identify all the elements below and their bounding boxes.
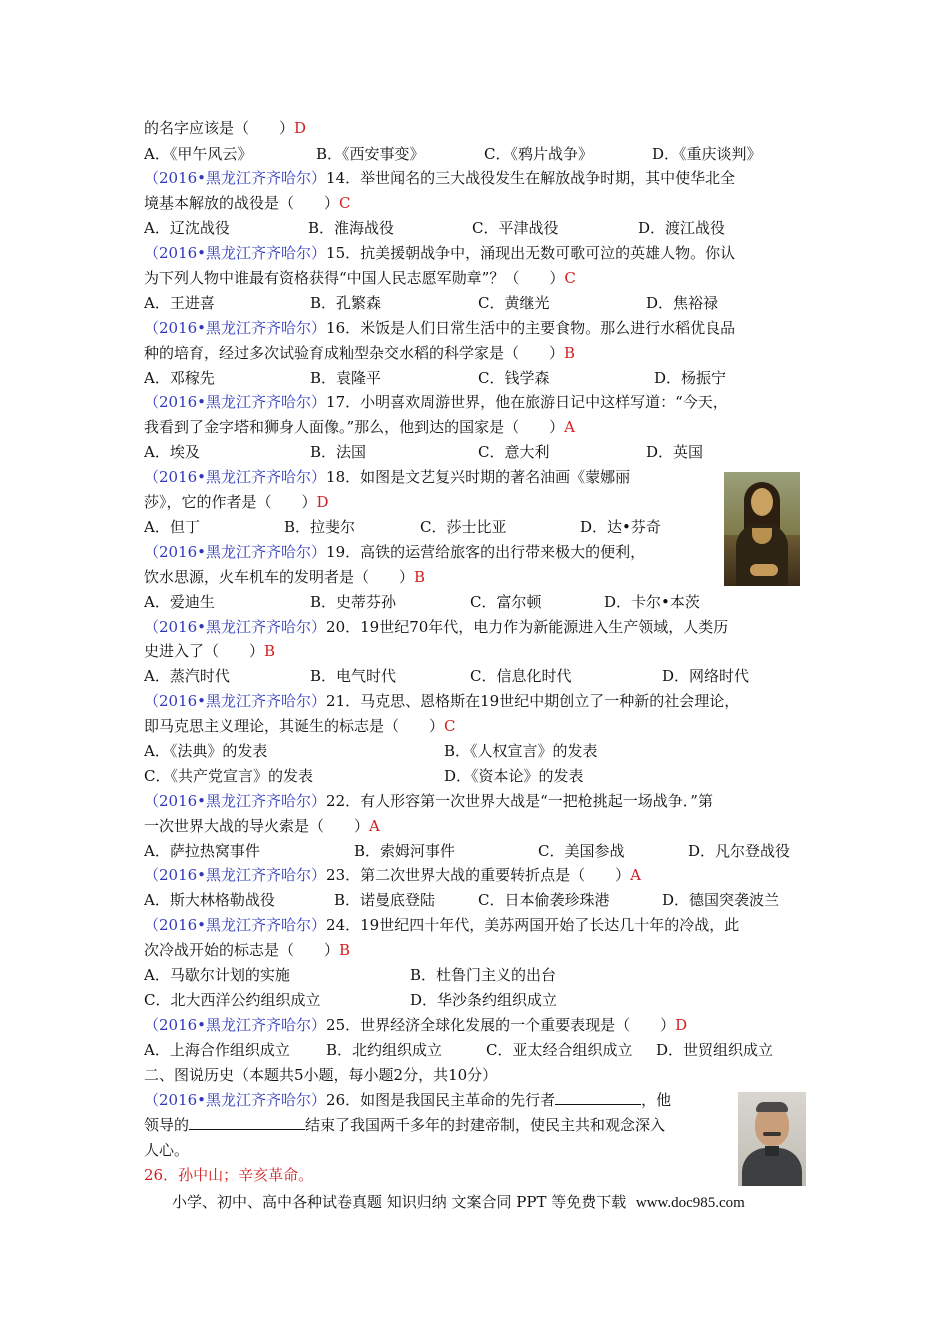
- q19-line-2: 饮水思源，火车机车的发明者是（ ）B: [144, 568, 426, 586]
- q25-line-1: （2016•黑龙江齐齐哈尔）25．世界经济全球化发展的一个重要表现是（ ）D: [144, 1016, 688, 1034]
- q19-line-1: （2016•黑龙江齐齐哈尔）19．高铁的运营给旅客的出行带来极大的便利，: [144, 543, 646, 561]
- q13-line-2: 的名字应该是（ ）D: [144, 119, 307, 137]
- section-heading: 二、图说历史（本题共5小题，每小题2分，共10分）: [144, 1066, 498, 1084]
- q23-line-1: （2016•黑龙江齐齐哈尔）23．第二次世界大战的重要转折点是（ ）A: [144, 866, 641, 884]
- q26-line-2: 领导的 结束了我国两千多年的封建帝制，使民主共和观念深入: [144, 1116, 666, 1134]
- q23-options: A．斯大林格勒战役 B．诺曼底登陆 C．日本偷袭珍珠港 D．德国突袭波兰: [144, 891, 780, 909]
- footer-text: 小学、初中、高中各种试卷真题 知识归纳 文案合同 PPT 等免费下载 www.doc985.com: [172, 1193, 745, 1211]
- q20-line-1: （2016•黑龙江齐齐哈尔）20．19世纪70年代，电力作为新能源进入生产领域，人类历: [144, 618, 729, 636]
- q18-line-2: 莎》，它的作者是（ ）D: [144, 493, 329, 511]
- answer-blank-2[interactable]: [189, 1115, 305, 1130]
- q24-line-2: 次冷战开始的标志是（ ）B: [144, 941, 351, 959]
- q21-options-row1: A．《法典》的发表 B．《人权宣言》的发表: [144, 742, 598, 760]
- q22-line-2: 一次世界大战的导火索是（ ）A: [144, 817, 380, 835]
- sun-yat-sen-portrait: [738, 1092, 806, 1186]
- q18-options: A．但丁 B．拉斐尔 C．莎士比亚 D．达•芬奇: [144, 518, 661, 536]
- q15-line-2: 为下列人物中谁最有资格获得“中国人民志愿军勋章”？（ ）C: [144, 269, 576, 287]
- q15-options: A．王进喜 B．孔繁森 C．黄继光 D．焦裕禄: [144, 294, 719, 312]
- answer-blank-1[interactable]: [555, 1090, 641, 1105]
- q19-options: A．爱迪生 B．史蒂芬孙 C．富尔顿 D．卡尔•本茨: [144, 593, 700, 611]
- q26-answer: 26．孙中山；辛亥革命。: [144, 1166, 314, 1184]
- q17-line-1: （2016•黑龙江齐齐哈尔）17．小明喜欢周游世界，他在旅游日记中这样写道：“今天，: [144, 393, 728, 411]
- q17-options: A．埃及 B．法国 C．意大利 D．英国: [144, 443, 704, 461]
- q21-line-1: （2016•黑龙江齐齐哈尔）21．马克思、恩格斯在19世纪中期创立了一种新的社会理论，: [144, 692, 740, 710]
- q25-options: A．上海合作组织成立 B．北约组织成立 C．亚太经合组织成立 D．世贸组织成立: [144, 1041, 774, 1059]
- q22-options: A．萨拉热窝事件 B．索姆河事件 C．美国参战 D．凡尔登战役: [144, 842, 791, 860]
- q18-line-1: （2016•黑龙江齐齐哈尔）18．如图是文艺复兴时期的著名油画《蒙娜丽: [144, 468, 631, 486]
- q21-line-2: 即马克思主义理论，其诞生的标志是（ ）C: [144, 717, 456, 735]
- footer-url[interactable]: www.doc985.com: [635, 1195, 745, 1211]
- q24-options-row1: A．马歇尔计划的实施 B．杜鲁门主义的出台: [144, 966, 557, 984]
- q26-line-1: （2016•黑龙江齐齐哈尔）26．如图是我国民主革命的先行者 ，他: [144, 1091, 672, 1109]
- q14-line-1: （2016•黑龙江齐齐哈尔）14．举世闻名的三大战役发生在解放战争时期，其中使华北全: [144, 169, 736, 187]
- q21-options-row2: C．《共产党宣言》的发表 D．《资本论》的发表: [144, 767, 584, 785]
- q16-line-2: 种的培育，经过多次试验育成籼型杂交水稻的科学家是（ ）B: [144, 344, 576, 362]
- q17-line-2: 我看到了金字塔和狮身人面像。”那么，他到达的国家是（ ）A: [144, 418, 576, 436]
- q24-options-row2: C．北大西洋公约组织成立 D．华沙条约组织成立: [144, 991, 558, 1009]
- q13-options: A．《甲午风云》 B．《西安事变》 C．《鸦片战争》 D．《重庆谈判》: [144, 145, 762, 163]
- q20-options: A．蒸汽时代 B．电气时代 C．信息化时代 D．网络时代: [144, 667, 750, 685]
- q14-options: A．辽沈战役 B．淮海战役 C．平津战役 D．渡江战役: [144, 219, 726, 237]
- q22-line-1: （2016•黑龙江齐齐哈尔）22．有人形容第一次世界大战是“一把枪挑起一场战争．”第: [144, 792, 713, 810]
- q16-options: A．邓稼先 B．袁隆平 C．钱学森 D．杨振宁: [144, 369, 727, 387]
- q20-line-2: 史进入了（ ）B: [144, 642, 276, 660]
- mona-lisa-painting: [724, 472, 800, 586]
- q24-line-1: （2016•黑龙江齐齐哈尔）24．19世纪四十年代，美苏两国开始了长达几十年的冷战，此: [144, 916, 740, 934]
- q26-line-3: 人心。: [144, 1141, 190, 1159]
- q16-line-1: （2016•黑龙江齐齐哈尔）16．米饭是人们日常生活中的主要食物。那么进行水稻优良品: [144, 319, 736, 337]
- q15-line-1: （2016•黑龙江齐齐哈尔）15．抗美援朝战争中，涌现出无数可歌可泣的英雄人物。你认: [144, 244, 736, 262]
- q14-line-2: 境基本解放的战役是（ ）C: [144, 194, 351, 212]
